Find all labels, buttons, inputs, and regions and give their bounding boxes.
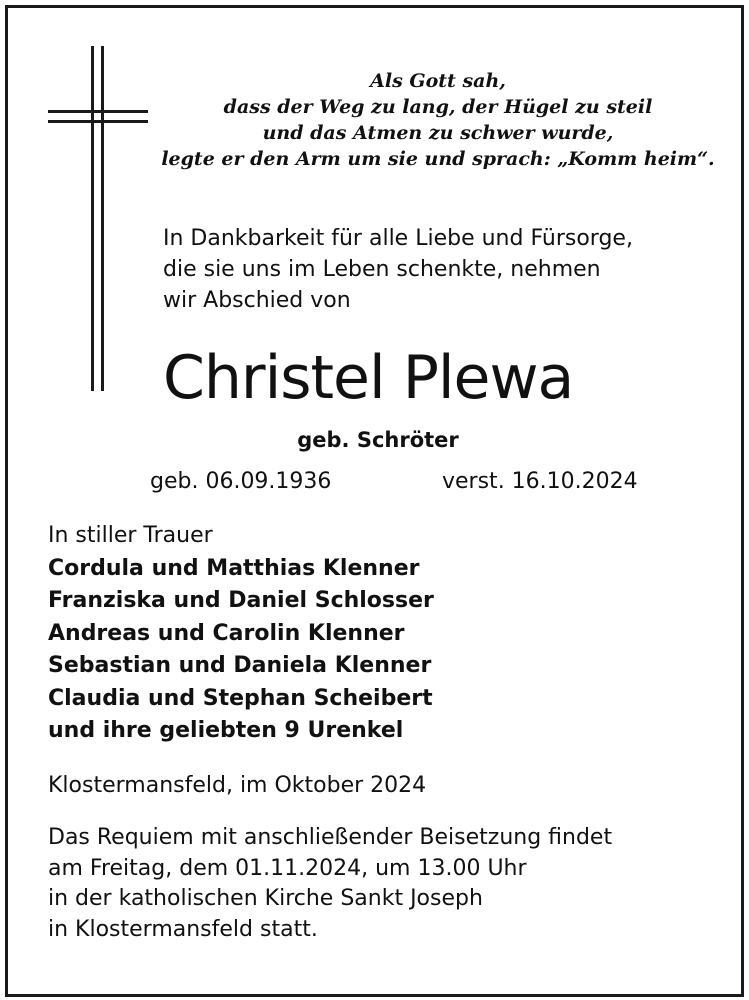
poem-line: und das Atmen zu schwer wurde,: [262, 122, 614, 144]
requiem-notice: [48, 823, 738, 945]
intro-line: In Dankbarkeit für alle Liebe und Fürsorge,: [163, 226, 633, 251]
poem-line: dass der Weg zu lang, der Hügel zu steil: [223, 96, 653, 118]
cross-icon: [48, 46, 148, 391]
poem-line: Als Gott sah,: [370, 70, 506, 92]
requiem-line: in der katholischen Kirche Sankt Joseph: [48, 886, 483, 911]
mourner-name: Cordula und Matthias Klenner: [48, 555, 420, 581]
maiden-name: geb. Schröter: [297, 428, 459, 452]
mourner-name: Sebastian und Daniela Klenner: [48, 653, 432, 678]
requiem-line: Das Requiem mit anschließender Beisetzung findet: [48, 825, 613, 850]
obituary-frame: [5, 5, 744, 997]
place-date: Klostermansfeld, im Oktober 2024: [48, 773, 427, 798]
mourner-name: und ihre geliebten 9 Urenkel: [48, 718, 404, 743]
requiem-line: in Klostermansfeld statt.: [48, 916, 318, 942]
intro-line: die sie uns im Leben schenkte, nehmen: [163, 257, 601, 282]
mourner-name: Claudia und Stephan Scheibert: [48, 685, 433, 711]
birth-date: geb. 06.09.1936: [150, 469, 332, 494]
poem: [158, 68, 718, 172]
mourner-name: Andreas und Carolin Klenner: [48, 620, 405, 646]
intro-text: [163, 223, 733, 316]
mourning-lead: In stiller Trauer: [48, 523, 213, 548]
poem-line: legte er den Arm um sie und sprach: „Komm heim“.: [161, 148, 715, 170]
mourners-list: [48, 520, 728, 748]
intro-line: wir Abschied von: [163, 288, 351, 313]
death-date: verst. 16.10.2024: [442, 469, 638, 494]
requiem-line: am Freitag, dem 01.11.2024, um 13.00 Uhr: [48, 855, 527, 881]
mourner-name: Franziska und Daniel Schlosser: [48, 588, 434, 613]
deceased-name: Christel Plewa: [163, 343, 574, 413]
